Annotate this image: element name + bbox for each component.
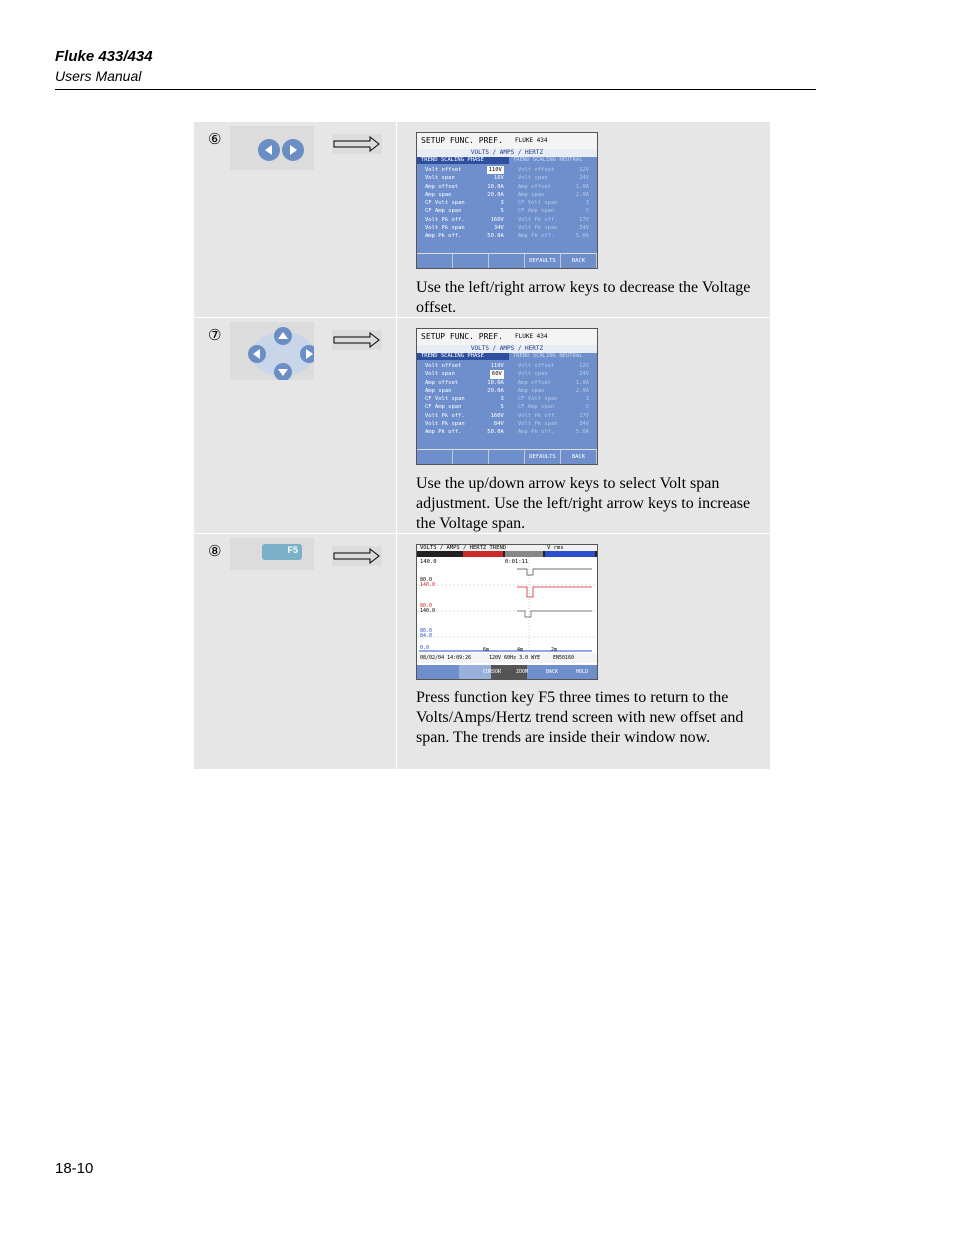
step-description: Use the left/right arrow keys to decrease the Voltage offset. <box>416 279 751 316</box>
status-standard: EN50160 <box>553 655 575 661</box>
step-row-7 <box>194 318 770 533</box>
trend-time: 0:01:11 <box>505 559 529 565</box>
manual-subtitle: Users Manual <box>55 68 142 84</box>
scale-label: 140.0 <box>420 582 436 588</box>
left-right-arrow-keys-icon <box>230 126 314 170</box>
setup-screen <box>416 328 598 465</box>
setup-screen <box>416 132 598 269</box>
function-key-bar: CURSOR ZOOM BACK HOLD <box>482 669 589 675</box>
header-divider <box>55 89 816 90</box>
page-number: 18-10 <box>55 1160 94 1177</box>
scale-label: 0.0 <box>420 645 430 651</box>
function-key-bar: DEFAULTS BACK <box>417 253 597 268</box>
selected-value: 110V <box>488 167 502 173</box>
step-number: ⑥ <box>208 130 222 148</box>
step-description: Use the up/down arrow keys to select Volt span adjustment. Use the left/right arrow keys to increase the Voltage span. <box>416 475 751 532</box>
screen-section-bar: VOLTS / AMPS / HERTZ <box>417 345 597 353</box>
status-config: 120V 60Hz 3.0 WYE <box>489 655 541 661</box>
trend-title: VOLTS / AMPS / HERTZ TREND <box>420 545 507 551</box>
x-label: 4m <box>517 647 524 653</box>
manual-title: Fluke 433/434 <box>55 48 153 65</box>
screen-title: SETUP FUNC. PREF. FLUKE 434 <box>417 329 597 345</box>
tab-neutral: TREND SCALING NEUTRAL <box>513 157 583 163</box>
trend-screen <box>416 544 598 680</box>
step-row-6 <box>194 122 770 317</box>
step-description: Press function key F5 three times to return to the Volts/Amps/Hertz trend screen with new offset and span. The trends are inside their window now. <box>416 689 744 746</box>
step-row-8 <box>194 534 770 769</box>
x-label: 2m <box>551 647 558 653</box>
neutral-params: Volt offset 12V Volt span 24V Amp offset 1.0A Amp span 2.0A CF Volt span 3 CF Amp span 5 Volt Pk off. 17V Volt Pk span 34V Amp Pk off. 5.0A <box>517 363 589 436</box>
scale-label: 84.0 <box>420 633 433 639</box>
tab-phase: TREND SCALING PHASE <box>417 353 509 360</box>
trend-unit: V rms <box>547 545 564 551</box>
f5-key-icon: F5 <box>262 544 302 560</box>
arrow-icon <box>332 330 382 350</box>
scale-label: 80.0 <box>420 577 433 583</box>
scale-label: 80.0 <box>420 628 433 634</box>
x-label: 6m <box>483 647 490 653</box>
function-key-bar: DEFAULTS BACK <box>417 449 597 464</box>
tab-phase: TREND SCALING PHASE <box>417 157 509 164</box>
procedure-table <box>194 122 770 769</box>
screen-title: SETUP FUNC. PREF. FLUKE 434 <box>417 133 597 149</box>
four-way-arrow-keys-icon <box>230 322 314 380</box>
f5-key-area <box>230 538 314 570</box>
scale-label: 140.0 <box>420 608 436 614</box>
tab-neutral: TREND SCALING NEUTRAL <box>513 353 583 359</box>
scale-label: 80.0 <box>420 603 433 609</box>
step-number: ⑦ <box>208 326 222 344</box>
neutral-params: Volt offset 12V Volt span 24V Amp offset 1.0A Amp span 2.0A CF Volt span 3 CF Amp span 5 Volt Pk off. 17V Volt Pk span 34V Amp Pk off. 5.0A <box>517 167 589 240</box>
arrow-icon <box>332 546 382 566</box>
scale-top: 140.0 <box>420 559 437 565</box>
phase-params: Volt offset 110V Volt span 60V Amp offset 10.0A Amp span 20.0A CF Volt span 3 CF Amp span 5 Volt Pk off. 160V Volt Pk span 84V Amp Pk off. 50.0A <box>425 363 504 436</box>
screen-section-bar: VOLTS / AMPS / HERTZ <box>417 149 597 157</box>
phase-params: Volt offset 110V Volt span 16V Amp offset 10.0A Amp span 20.0A CF Volt span 3 CF Amp span 5 Volt Pk off. 160V Volt Pk span 34V Amp Pk off. 50.0A <box>425 167 504 240</box>
selected-value: 60V <box>491 371 502 378</box>
arrow-icon <box>332 134 382 154</box>
status-datetime: 08/02/04 14:09:26 <box>420 655 472 661</box>
step-number: ⑧ <box>208 542 222 560</box>
